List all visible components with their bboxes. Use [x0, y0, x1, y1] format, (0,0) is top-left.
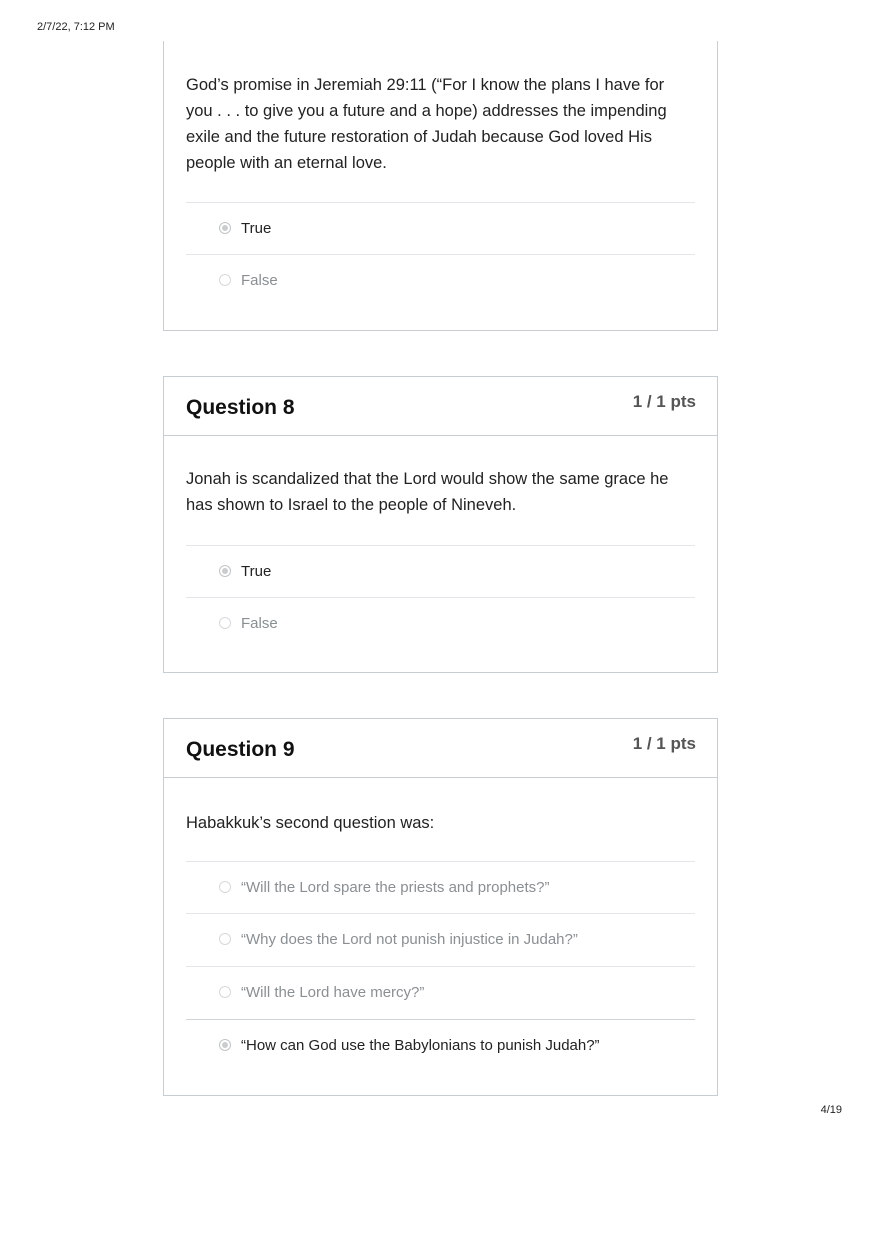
radio-selected-icon[interactable]: [219, 565, 231, 577]
radio-empty-icon[interactable]: [219, 274, 231, 286]
answer-label: True: [241, 563, 272, 580]
radio-selected-icon[interactable]: [219, 1039, 231, 1051]
radio-empty-icon[interactable]: [219, 881, 231, 893]
radio-empty-icon[interactable]: [219, 986, 231, 998]
answer-option[interactable]: [186, 202, 695, 254]
answer-option[interactable]: [186, 597, 695, 649]
answer-label: “Why does the Lord not punish injustice in Judah?”: [241, 931, 578, 948]
question-points: 1 / 1 pts: [632, 734, 696, 753]
answer-option[interactable]: [186, 1019, 695, 1071]
question-card-7-continued: [163, 41, 718, 331]
answer-list: [186, 861, 695, 1071]
page-number: 4/19: [820, 1104, 842, 1116]
answer-label: “Will the Lord have mercy?”: [241, 984, 425, 1001]
answer-option[interactable]: [186, 913, 695, 966]
radio-empty-icon[interactable]: [219, 933, 231, 945]
question-text: God’s promise in Jeremiah 29:11 (“For I know the plans I have for you . . . to give you a future and a hope) addresses the impending exile and the future restoration of Judah because God loved His people with an eternal love.: [186, 76, 667, 172]
answer-option[interactable]: [186, 966, 695, 1019]
answer-option[interactable]: [186, 861, 695, 913]
answer-label: “Will the Lord spare the priests and prophets?”: [241, 879, 550, 896]
question-title: Question 8: [186, 396, 295, 419]
question-card-9: [163, 718, 718, 1096]
answer-label: False: [241, 615, 278, 632]
answer-option[interactable]: [186, 545, 695, 597]
radio-empty-icon[interactable]: [219, 617, 231, 629]
print-datetime: 2/7/22, 7:12 PM: [37, 21, 115, 33]
radio-selected-icon[interactable]: [219, 222, 231, 234]
answer-label: True: [241, 220, 272, 237]
question-title: Question 9: [186, 738, 295, 761]
question-header: [164, 719, 717, 778]
question-header: [164, 377, 717, 436]
answer-list: [186, 202, 695, 306]
answer-label: “How can God use the Babylonians to punish Judah?”: [241, 1037, 600, 1054]
answer-list: [186, 545, 695, 649]
question-card-8: [163, 376, 718, 673]
question-text: Jonah is scandalized that the Lord would show the same grace he has shown to Israel to the people of Nineveh.: [186, 470, 669, 514]
answer-label: False: [241, 272, 278, 289]
question-points: 1 / 1 pts: [632, 392, 696, 411]
question-text: Habakkuk’s second question was:: [186, 814, 435, 832]
answer-option[interactable]: [186, 254, 695, 306]
